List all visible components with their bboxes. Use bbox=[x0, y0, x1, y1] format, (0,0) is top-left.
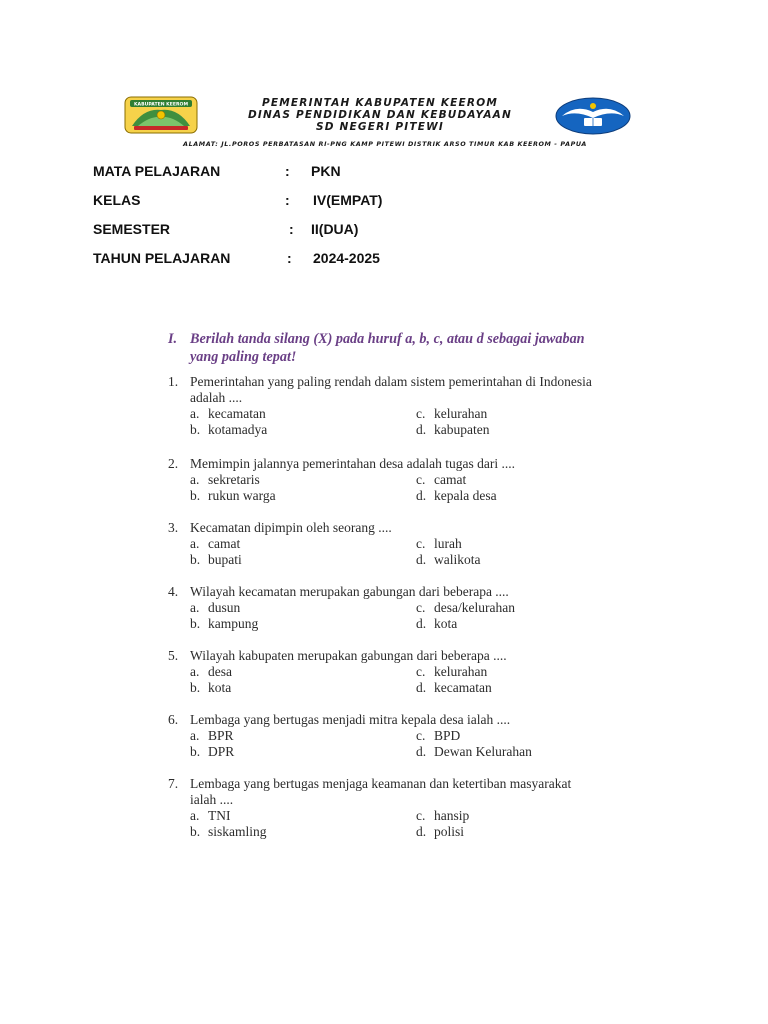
option-letter: a. bbox=[190, 600, 200, 615]
answer-options bbox=[168, 406, 598, 438]
option-text: kecamatan bbox=[208, 406, 266, 421]
option-text: camat bbox=[434, 472, 467, 487]
question-text: Wilayah kecamatan merupakan gabungan dari beberapa .... bbox=[190, 584, 509, 599]
option-text: kota bbox=[434, 616, 458, 631]
option-c[interactable] bbox=[416, 728, 460, 744]
question-text: Pemerintahan yang paling rendah dalam sistem pemerintahan di Indonesia adalah .... bbox=[190, 374, 592, 405]
option-text: TNI bbox=[208, 808, 231, 823]
option-letter: d. bbox=[416, 616, 427, 631]
question-section bbox=[168, 330, 598, 840]
option-letter: d. bbox=[416, 488, 427, 503]
option-text: kecamatan bbox=[434, 680, 492, 695]
option-letter: c. bbox=[416, 664, 426, 679]
option-a[interactable] bbox=[190, 536, 240, 552]
info-row-subject bbox=[93, 163, 513, 192]
option-letter: a. bbox=[190, 728, 200, 743]
letterhead-line-3: SD NEGERI PITEWI bbox=[316, 121, 444, 133]
question-item bbox=[168, 584, 598, 632]
question-number: 2. bbox=[168, 456, 179, 471]
keerom-regency-logo-icon bbox=[124, 96, 198, 134]
year-value: 2024-2025 bbox=[313, 250, 380, 266]
option-b[interactable] bbox=[190, 680, 231, 696]
option-b[interactable] bbox=[190, 488, 276, 504]
year-colon: : bbox=[287, 250, 292, 266]
answer-options bbox=[168, 600, 598, 632]
option-letter: d. bbox=[416, 824, 427, 839]
option-a[interactable] bbox=[190, 472, 260, 488]
instruction-text: Berilah tanda silang (X) pada huruf a, b, c, atau d sebagai jawaban yang paling tepat! bbox=[190, 331, 585, 365]
option-a[interactable] bbox=[190, 406, 266, 422]
option-text: desa/kelurahan bbox=[434, 600, 515, 615]
option-text: hansip bbox=[434, 808, 470, 823]
option-d[interactable] bbox=[416, 552, 481, 568]
question-number: 6. bbox=[168, 712, 179, 727]
option-text: kota bbox=[208, 680, 232, 695]
option-a[interactable] bbox=[190, 600, 240, 616]
option-letter: a. bbox=[190, 536, 200, 551]
option-c[interactable] bbox=[416, 808, 469, 824]
option-text: sekretaris bbox=[208, 472, 260, 487]
option-letter: a. bbox=[190, 406, 200, 421]
option-letter: c. bbox=[416, 728, 426, 743]
option-letter: d. bbox=[416, 552, 427, 567]
option-text: dusun bbox=[208, 600, 241, 615]
option-d[interactable] bbox=[416, 488, 497, 504]
question-text: Lembaga yang bertugas menjadi mitra kepala desa ialah .... bbox=[190, 712, 511, 727]
option-c[interactable] bbox=[416, 600, 515, 616]
question-item bbox=[168, 374, 598, 438]
option-c[interactable] bbox=[416, 664, 487, 680]
subject-label: MATA PELAJARAN bbox=[93, 163, 221, 179]
option-text: kepala desa bbox=[434, 488, 497, 503]
class-label: KELAS bbox=[93, 192, 141, 208]
option-letter: c. bbox=[416, 472, 426, 487]
option-text: kabupaten bbox=[434, 422, 490, 437]
question-item bbox=[168, 520, 598, 568]
option-text: rukun warga bbox=[208, 488, 276, 503]
option-text: Dewan Kelurahan bbox=[434, 744, 532, 759]
option-text: polisi bbox=[434, 824, 465, 839]
subject-value: PKN bbox=[311, 163, 341, 179]
option-b[interactable] bbox=[190, 744, 234, 760]
option-letter: c. bbox=[416, 536, 426, 551]
info-row-year bbox=[93, 250, 513, 279]
answer-options bbox=[168, 664, 598, 696]
question-number: 5. bbox=[168, 648, 179, 663]
option-text: desa bbox=[208, 664, 232, 679]
option-letter: c. bbox=[416, 600, 426, 615]
option-letter: c. bbox=[416, 808, 426, 823]
option-d[interactable] bbox=[416, 422, 489, 438]
section-instruction bbox=[168, 330, 598, 374]
option-letter: b. bbox=[190, 616, 201, 631]
option-c[interactable] bbox=[416, 472, 466, 488]
exam-identity bbox=[93, 163, 513, 279]
option-a[interactable] bbox=[190, 808, 231, 824]
option-text: BPD bbox=[434, 728, 461, 743]
info-row-class bbox=[93, 192, 513, 221]
option-text: kotamadya bbox=[208, 422, 268, 437]
question-list bbox=[168, 374, 598, 840]
question-item bbox=[168, 776, 598, 840]
question-number: 3. bbox=[168, 520, 179, 535]
option-letter: b. bbox=[190, 422, 201, 437]
option-letter: d. bbox=[416, 744, 427, 759]
option-letter: b. bbox=[190, 488, 201, 503]
option-text: camat bbox=[208, 536, 241, 551]
question-text: Kecamatan dipimpin oleh seorang .... bbox=[190, 520, 392, 535]
option-text: bupati bbox=[208, 552, 242, 567]
question-text: Lembaga yang bertugas menjaga keamanan dan ketertiban masyarakat ialah .... bbox=[190, 776, 572, 807]
semester-colon: : bbox=[289, 221, 294, 237]
option-b[interactable] bbox=[190, 824, 267, 840]
option-b[interactable] bbox=[190, 422, 267, 438]
option-b[interactable] bbox=[190, 616, 258, 632]
question-text: Wilayah kabupaten merupakan gabungan dari beberapa .... bbox=[190, 648, 507, 663]
option-a[interactable] bbox=[190, 728, 234, 744]
option-c[interactable] bbox=[416, 536, 462, 552]
info-row-semester bbox=[93, 221, 513, 250]
option-letter: d. bbox=[416, 680, 427, 695]
semester-value: II(DUA) bbox=[311, 221, 359, 237]
option-d[interactable] bbox=[416, 744, 532, 760]
question-text: Memimpin jalannya pemerintahan desa adalah tugas dari .... bbox=[190, 456, 516, 471]
letterhead bbox=[90, 88, 680, 158]
letterhead-line-1: PEMERINTAH KABUPATEN KEEROM bbox=[262, 97, 498, 109]
option-letter: d. bbox=[416, 422, 427, 437]
subject-colon: : bbox=[285, 163, 290, 179]
option-letter: a. bbox=[190, 808, 200, 823]
option-d[interactable] bbox=[416, 824, 464, 840]
option-letter: b. bbox=[190, 680, 201, 695]
option-text: kelurahan bbox=[434, 664, 488, 679]
letterhead-title bbox=[210, 97, 550, 133]
option-text: siskamling bbox=[208, 824, 267, 839]
option-letter: b. bbox=[190, 824, 201, 839]
question-number: 7. bbox=[168, 776, 179, 791]
option-a[interactable] bbox=[190, 664, 232, 680]
letterhead-line-2: DINAS PENDIDIKAN DAN KEBUDAYAAN bbox=[248, 109, 512, 121]
class-value: IV(EMPAT) bbox=[313, 192, 383, 208]
section-number: I. bbox=[168, 331, 178, 347]
option-letter: b. bbox=[190, 552, 201, 567]
answer-options bbox=[168, 728, 598, 760]
option-letter: a. bbox=[190, 664, 200, 679]
year-label: TAHUN PELAJARAN bbox=[93, 250, 231, 266]
option-letter: b. bbox=[190, 744, 201, 759]
answer-options bbox=[168, 472, 598, 504]
school-address: ALAMAT: JL.POROS PERBATASAN RI-PNG KAMP PITEWI DISTRIK ARSO TIMUR KAB KEEROM - PAPUA bbox=[183, 140, 587, 148]
question-item bbox=[168, 456, 598, 504]
answer-options bbox=[168, 536, 598, 568]
option-text: BPR bbox=[208, 728, 234, 743]
svg-text:KABUPATEN KEEROM: KABUPATEN KEEROM bbox=[133, 102, 189, 108]
option-b[interactable] bbox=[190, 552, 242, 568]
option-d[interactable] bbox=[416, 680, 492, 696]
question-item bbox=[168, 648, 598, 696]
option-c[interactable] bbox=[416, 406, 487, 422]
option-letter: c. bbox=[416, 406, 426, 421]
option-d[interactable] bbox=[416, 616, 457, 632]
class-colon: : bbox=[285, 192, 290, 208]
option-text: kampung bbox=[208, 616, 259, 631]
tut-wuri-handayani-logo-icon bbox=[554, 96, 632, 136]
option-letter: a. bbox=[190, 472, 200, 487]
option-text: DPR bbox=[208, 744, 235, 759]
option-text: lurah bbox=[434, 536, 462, 551]
question-number: 4. bbox=[168, 584, 179, 599]
option-text: walikota bbox=[434, 552, 481, 567]
question-item bbox=[168, 712, 598, 760]
question-number: 1. bbox=[168, 374, 179, 389]
option-text: kelurahan bbox=[434, 406, 488, 421]
semester-label: SEMESTER bbox=[93, 221, 171, 237]
answer-options bbox=[168, 808, 598, 840]
